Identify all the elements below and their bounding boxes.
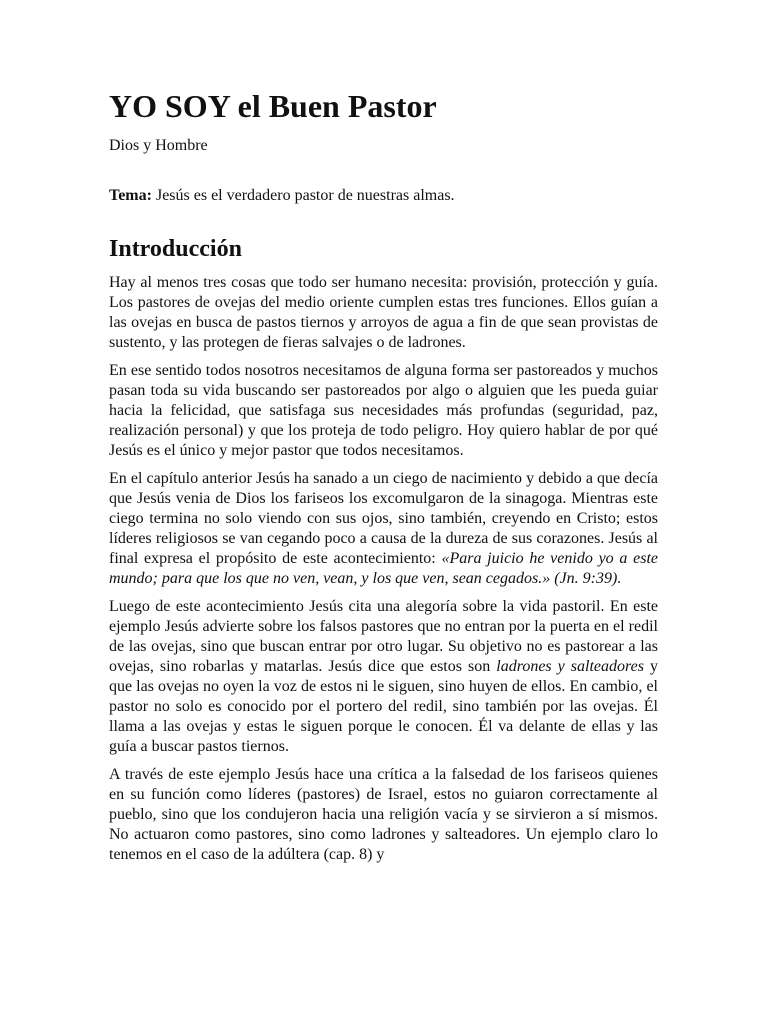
- body-text: [109, 273, 658, 865]
- paragraph-text: En el capítulo anterior Jesús ha sanado a un ciego de nacimiento y debido a que decía que Jesús venia de Dios los fariseos los excomulgaron de la sinagoga. Mientras este ciego termina no solo viendo con sus ojos, sino también, creyendo en Cristo; estos líderes religiosos se van cegando poco a causa de la dureza de sus corazones. Jesús al final expresa el propósito de este acontecimiento:: [109, 470, 658, 567]
- tema-text: Jesús es el verdadero pastor de nuestras almas.: [151, 187, 455, 204]
- document-page: [109, 86, 658, 873]
- paragraph-text: A través de este ejemplo Jesús hace una crítica a la falsedad de los fariseos quienes en su función como líderes (pastores) de Israel, estos no guiaron correctamente al pueblo, sino que los condujeron hacia una religión vacía y se sirvieron a sí mismos. No actuaron como pastores, sino como ladrones y salteadores. Un ejemplo claro lo tenemos en el caso de la adúltera (cap. 8) y: [109, 766, 658, 863]
- scripture-quote: «Para juicio he venido yo a este mundo; para que los que no ven, vean, y los que ven, sean cegados.» (Jn. 9:39).: [109, 550, 659, 587]
- paragraph-text: y que las ovejas no oyen la voz de estos ni le siguen, sino huyen de ellos. En cambio, el pastor no solo es conocido por el portero del redil, sino también por las ovejas. Él llama a las ovejas y estas le siguen porque le conocen. Él va delante de ellas y las guía a buscar pastos tiernos.: [109, 658, 659, 755]
- document-subtitle: Dios y Hombre: [109, 137, 208, 154]
- tema-line: [109, 186, 658, 206]
- document-title: YO SOY el Buen Pastor: [109, 88, 437, 124]
- paragraph-text: En ese sentido todos nosotros necesitamos de alguna forma ser pastoreados y muchos pasan toda su vida buscando ser pastoreados por algo o alguien que les pueda guiar hacia la felicidad, que satisfaga sus necesidades más profundas (seguridad, paz, realización personal) y que los proteja de todo peligro. Hoy quiero hablar de por qué Jesús es el único y mejor pastor que todos necesitamos.: [109, 362, 658, 459]
- paragraph-5: [109, 765, 658, 865]
- paragraph-4: [109, 597, 658, 757]
- paragraph-3: [109, 469, 658, 589]
- page-bottom-fade: [0, 944, 768, 1024]
- tema-label: Tema:: [109, 187, 152, 204]
- paragraph-1: [109, 273, 658, 353]
- paragraph-2: [109, 361, 658, 461]
- paragraph-text: Luego de este acontecimiento Jesús cita una alegoría sobre la vida pastoril. En este ejemplo Jesús advierte sobre los falsos pastores que no entran por la puerta en el redil de las ovejas, sino que buscan entrar por otro lugar. Su objetivo no es pastorear a las ovejas, sino robarlas y matarlas. Jesús dice que estos son: [109, 598, 658, 675]
- paragraph-text: Hay al menos tres cosas que todo ser humano necesita: provisión, protección y guía. Los pastores de ovejas del medio oriente cumplen estas tres funciones. Ellos guían a las ovejas en busca de pastos tiernos y arroyos de agua a fin de que sean provistas de sustento, y las protegen de fieras salvajes o de ladrones.: [109, 274, 658, 351]
- section-heading-introduccion: Introducción: [109, 236, 242, 262]
- emphasis-phrase: ladrones y salteadores: [496, 658, 644, 675]
